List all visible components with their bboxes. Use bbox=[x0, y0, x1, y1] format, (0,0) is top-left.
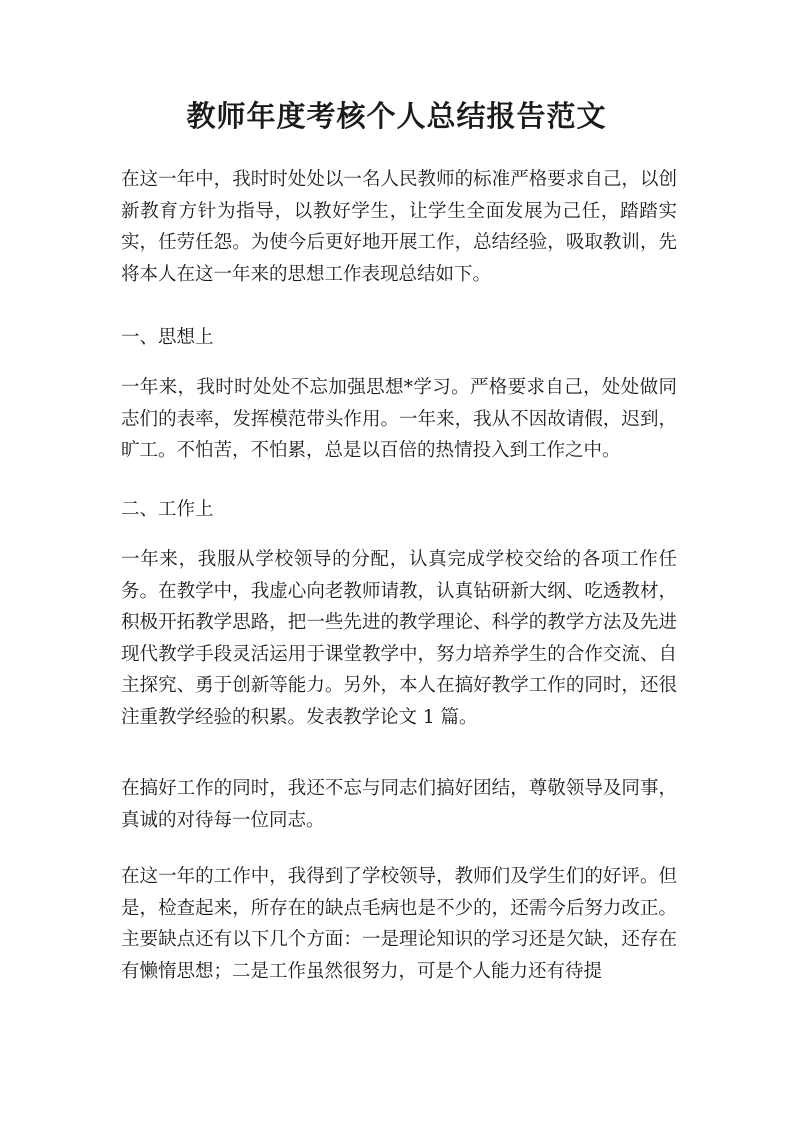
paragraph-evaluation: 在这一年的工作中，我得到了学校领导，教师们及学生们的好评。但是，检查起来，所存在的缺点毛病也是不少的，还需今后努力改正。主要缺点还有以下几个方面：一是理论知识的学习还是欠缺，还存在有懒惰思想；二是工作虽然很努力，可是个人能力还有待提 bbox=[121, 866, 677, 982]
paragraph-unity: 在搞好工作的同时，我还不忘与同志们搞好团结，尊敬领导及同事，真诚的对待每一位同志。 bbox=[121, 778, 677, 831]
section-heading-thought: 一、思想上 bbox=[121, 327, 214, 348]
intro-paragraph: 在这一年中，我时时处处以一名人民教师的标准严格要求自己，以创新教育方针为指导，以教好学生，让学生全面发展为己任，踏踏实实，任劳任怨。为使今后更好地开展工作，总结经验，吸取教训，先将本人在这一年来的思想工作表现总结如下。 bbox=[121, 169, 677, 285]
section-body-thought: 一年来，我时时处处不忘加强思想*学习。严格要求自己，处处做同志们的表率，发挥模范带头作用。一年来，我从不因故请假，迟到，旷工。不怕苦，不怕累，总是以百倍的热情投入到工作之中。 bbox=[121, 377, 677, 461]
document-title: 教师年度考核个人总结报告范文 bbox=[186, 99, 607, 133]
section-body-work: 一年来，我服从学校领导的分配，认真完成学校交给的各项工作任务。在教学中，我虚心向老教师请教，认真钻研新大纲、吃透教材，积极开拓教学思路，把一些先进的教学理论、科学的教学方法及先进现代教学手段灵活运用于课堂教学中，努力培养学生的合作交流、自主探究、勇于创新等能力。另外，本人在搞好教学工作的同时，还很注重教学经验的积累。发表教学论文 1 篇。 bbox=[121, 549, 677, 728]
section-heading-work: 二、工作上 bbox=[121, 499, 214, 520]
